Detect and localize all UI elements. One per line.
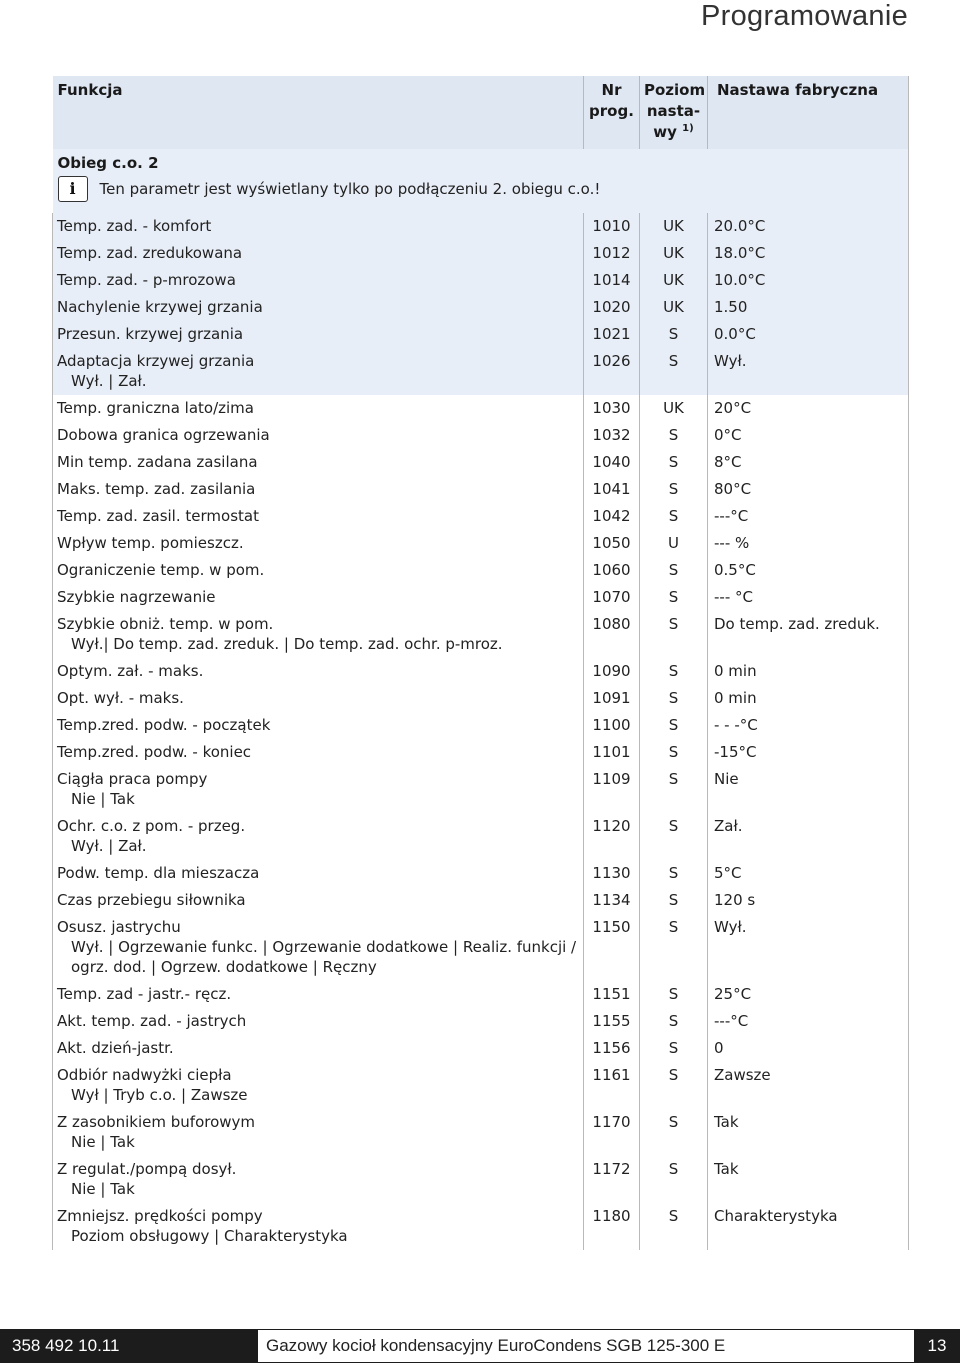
cell-nastawa: 20.0°C <box>708 213 909 240</box>
table-row <box>53 395 909 422</box>
cell-funkcja <box>53 213 584 240</box>
cell-nr-prog: 1134 <box>584 887 640 914</box>
cell-nastawa: 25°C <box>708 981 909 1008</box>
table-row <box>53 348 909 395</box>
function-name: Akt. temp. zad. - jastrych <box>57 1012 247 1030</box>
cell-nastawa: 18.0°C <box>708 240 909 267</box>
function-name: Akt. dzień-jastr. <box>57 1039 174 1057</box>
table-row <box>53 685 909 712</box>
cell-nr-prog: 1021 <box>584 321 640 348</box>
table-row <box>53 914 909 981</box>
function-name: Ciągła praca pompy <box>57 770 208 788</box>
section-note-text: Ten parametr jest wyświetlany tylko po podłączeniu 2. obiegu c.o.! <box>99 180 601 198</box>
cell-nastawa: Do temp. zad. zreduk. <box>708 611 909 658</box>
function-name: Odbiór nadwyżki ciepła <box>57 1066 232 1084</box>
cell-funkcja <box>53 1035 584 1062</box>
cell-poziom: S <box>640 422 708 449</box>
cell-funkcja <box>53 240 584 267</box>
header-nastawa-fabryczna: Nastawa fabryczna <box>708 76 909 149</box>
table-row <box>53 213 909 240</box>
cell-nastawa: 0.5°C <box>708 557 909 584</box>
function-name: Temp. zad - jastr.- ręcz. <box>57 985 232 1003</box>
cell-nastawa: 0 min <box>708 685 909 712</box>
cell-nastawa: --- % <box>708 530 909 557</box>
function-name: Podw. temp. dla mieszacza <box>57 864 260 882</box>
function-name: Maks. temp. zad. zasilania <box>57 480 256 498</box>
cell-poziom: S <box>640 766 708 813</box>
cell-poziom: S <box>640 658 708 685</box>
header-poziom-footnote: 1) <box>682 123 694 134</box>
cell-nr-prog: 1101 <box>584 739 640 766</box>
function-name: Opt. wył. - maks. <box>57 689 184 707</box>
cell-nr-prog: 1180 <box>584 1203 640 1250</box>
cell-poziom: S <box>640 1109 708 1156</box>
table-row <box>53 1203 909 1250</box>
cell-poziom: S <box>640 348 708 395</box>
cell-poziom: S <box>640 1203 708 1250</box>
function-name: Szybkie obniż. temp. w pom. <box>57 615 274 633</box>
cell-nastawa: Wył. <box>708 914 909 981</box>
cell-poziom: U <box>640 530 708 557</box>
cell-nr-prog: 1020 <box>584 294 640 321</box>
table-row <box>53 860 909 887</box>
function-options: Nie | Tak <box>71 1133 135 1151</box>
cell-nastawa: Nie <box>708 766 909 813</box>
table-row <box>53 1109 909 1156</box>
cell-nr-prog: 1170 <box>584 1109 640 1156</box>
cell-poziom: UK <box>640 213 708 240</box>
cell-nr-prog: 1041 <box>584 476 640 503</box>
cell-poziom: S <box>640 584 708 611</box>
footer-product-name: Gazowy kocioł kondensacyjny EuroCondens SGB 125-300 E <box>258 1329 914 1363</box>
parameter-rows <box>53 213 909 1250</box>
cell-nr-prog: 1120 <box>584 813 640 860</box>
cell-nastawa: Wył. <box>708 348 909 395</box>
function-name: Temp. graniczna lato/zima <box>57 399 254 417</box>
cell-nr-prog: 1161 <box>584 1062 640 1109</box>
cell-nr-prog: 1010 <box>584 213 640 240</box>
function-options: Wył. | Zał. <box>71 837 147 855</box>
function-name: Osusz. jastrychu <box>57 918 181 936</box>
cell-poziom: S <box>640 887 708 914</box>
function-name: Temp.zred. podw. - początek <box>57 716 271 734</box>
function-name: Temp. zad. - komfort <box>57 217 212 235</box>
table-row <box>53 267 909 294</box>
function-options: Poziom obsługowy | Charakterystyka <box>71 1227 348 1245</box>
table-row <box>53 1156 909 1203</box>
cell-nastawa: 10.0°C <box>708 267 909 294</box>
cell-nastawa: Charakterystyka <box>708 1203 909 1250</box>
table-row <box>53 611 909 658</box>
cell-poziom: S <box>640 449 708 476</box>
cell-funkcja <box>53 1156 584 1203</box>
page-title: Programowanie <box>701 0 908 32</box>
function-name: Wpływ temp. pomieszcz. <box>57 534 244 552</box>
cell-nastawa: 0°C <box>708 422 909 449</box>
cell-poziom: S <box>640 321 708 348</box>
function-name: Temp. zad. zredukowana <box>57 244 243 262</box>
function-name: Zmniejsz. prędkości pompy <box>57 1207 263 1225</box>
info-icon: i <box>58 176 88 202</box>
footer-doc-number: 358 492 10.11 <box>0 1329 258 1363</box>
cell-funkcja <box>53 611 584 658</box>
cell-poziom: S <box>640 1008 708 1035</box>
cell-nr-prog: 1050 <box>584 530 640 557</box>
function-options: Wył.| Do temp. zad. zreduk. | Do temp. zad. ochr. p-mroz. <box>71 635 503 653</box>
cell-nastawa: 20°C <box>708 395 909 422</box>
cell-poziom: S <box>640 813 708 860</box>
footer-page-number: 13 <box>914 1329 960 1363</box>
cell-poziom: UK <box>640 267 708 294</box>
cell-poziom: S <box>640 557 708 584</box>
cell-nastawa: Tak <box>708 1109 909 1156</box>
table-row <box>53 981 909 1008</box>
cell-funkcja <box>53 294 584 321</box>
cell-nr-prog: 1172 <box>584 1156 640 1203</box>
function-options: Wył. | Ogrzewanie funkc. | Ogrzewanie dodatkowe | Realiz. funkcji / ogrz. dod. | Ogrzew. dodatkowe | Ręczny <box>71 938 577 976</box>
cell-nastawa: 0.0°C <box>708 321 909 348</box>
function-name: Z regulat./pompą dosył. <box>57 1160 237 1178</box>
function-name: Czas przebiegu siłownika <box>57 891 246 909</box>
cell-funkcja <box>53 422 584 449</box>
function-options: Wył | Tryb c.o. | Zawsze <box>71 1086 248 1104</box>
cell-nr-prog: 1130 <box>584 860 640 887</box>
cell-nr-prog: 1100 <box>584 712 640 739</box>
header-poziom-line2: nasta- <box>646 102 701 120</box>
cell-nastawa: - - -°C <box>708 712 909 739</box>
function-options: Nie | Tak <box>71 1180 135 1198</box>
cell-nr-prog: 1012 <box>584 240 640 267</box>
cell-funkcja <box>53 887 584 914</box>
function-name: Ograniczenie temp. w pom. <box>57 561 265 579</box>
cell-nastawa: ---°C <box>708 1008 909 1035</box>
cell-funkcja <box>53 449 584 476</box>
section-row <box>53 149 909 213</box>
cell-nr-prog: 1014 <box>584 267 640 294</box>
cell-nr-prog: 1040 <box>584 449 640 476</box>
cell-funkcja <box>53 981 584 1008</box>
table-row <box>53 294 909 321</box>
cell-funkcja <box>53 685 584 712</box>
table-row <box>53 503 909 530</box>
table-row <box>53 530 909 557</box>
function-name: Temp.zred. podw. - koniec <box>57 743 252 761</box>
table-row <box>53 422 909 449</box>
function-name: Temp. zad. - p-mrozowa <box>57 271 236 289</box>
header-nr-line2: prog. <box>589 102 634 120</box>
cell-nr-prog: 1042 <box>584 503 640 530</box>
cell-nastawa: -15°C <box>708 739 909 766</box>
cell-funkcja <box>53 1203 584 1250</box>
header-poziom-line3: wy <box>653 123 677 141</box>
table-row <box>53 476 909 503</box>
table-row <box>53 321 909 348</box>
table-row <box>53 739 909 766</box>
cell-poziom: S <box>640 914 708 981</box>
cell-nastawa: ---°C <box>708 503 909 530</box>
cell-nr-prog: 1151 <box>584 981 640 1008</box>
cell-nastawa: 5°C <box>708 860 909 887</box>
header-funkcja: Funkcja <box>53 76 584 149</box>
cell-nr-prog: 1155 <box>584 1008 640 1035</box>
cell-nastawa: 120 s <box>708 887 909 914</box>
cell-nastawa: --- °C <box>708 584 909 611</box>
cell-nastawa: 80°C <box>708 476 909 503</box>
cell-poziom: S <box>640 1156 708 1203</box>
table-row <box>53 766 909 813</box>
cell-poziom: UK <box>640 395 708 422</box>
cell-poziom: S <box>640 981 708 1008</box>
cell-nastawa: 1.50 <box>708 294 909 321</box>
cell-funkcja <box>53 530 584 557</box>
function-name: Nachylenie krzywej grzania <box>57 298 263 316</box>
table-row <box>53 584 909 611</box>
page-footer <box>0 1329 960 1363</box>
cell-nr-prog: 1091 <box>584 685 640 712</box>
cell-funkcja <box>53 476 584 503</box>
function-name: Z zasobnikiem buforowym <box>57 1113 256 1131</box>
cell-poziom: S <box>640 739 708 766</box>
function-name: Temp. zad. zasil. termostat <box>57 507 259 525</box>
function-name: Optym. zał. - maks. <box>57 662 204 680</box>
cell-poziom: S <box>640 860 708 887</box>
cell-poziom: S <box>640 712 708 739</box>
section-title: Obieg c.o. 2 <box>57 154 159 172</box>
table-row <box>53 1008 909 1035</box>
cell-funkcja <box>53 860 584 887</box>
cell-nr-prog: 1150 <box>584 914 640 981</box>
cell-funkcja <box>53 658 584 685</box>
section-note <box>58 176 904 202</box>
function-options: Wył. | Zał. <box>71 372 147 390</box>
cell-nr-prog: 1090 <box>584 658 640 685</box>
cell-funkcja <box>53 395 584 422</box>
cell-nastawa: 0 <box>708 1035 909 1062</box>
cell-nastawa: 8°C <box>708 449 909 476</box>
table-row <box>53 557 909 584</box>
section-cell <box>53 149 909 213</box>
cell-poziom: S <box>640 1035 708 1062</box>
cell-funkcja <box>53 1008 584 1035</box>
cell-nr-prog: 1080 <box>584 611 640 658</box>
cell-funkcja <box>53 1109 584 1156</box>
cell-funkcja <box>53 267 584 294</box>
table-row <box>53 240 909 267</box>
header-nr-line1: Nr <box>601 81 622 99</box>
function-options: Nie | Tak <box>71 790 135 808</box>
cell-nr-prog: 1030 <box>584 395 640 422</box>
cell-funkcja <box>53 1062 584 1109</box>
table-row <box>53 1035 909 1062</box>
cell-funkcja <box>53 914 584 981</box>
cell-funkcja <box>53 321 584 348</box>
cell-nr-prog: 1032 <box>584 422 640 449</box>
table-row <box>53 1062 909 1109</box>
function-name: Min temp. zadana zasilana <box>57 453 258 471</box>
header-poziom-nastawy <box>640 76 708 149</box>
cell-funkcja <box>53 584 584 611</box>
cell-funkcja <box>53 813 584 860</box>
cell-poziom: S <box>640 476 708 503</box>
table-header-row <box>53 76 909 149</box>
cell-funkcja <box>53 766 584 813</box>
cell-nastawa: 0 min <box>708 658 909 685</box>
parameter-table <box>52 76 909 1250</box>
cell-nastawa: Zawsze <box>708 1062 909 1109</box>
cell-nastawa: Zał. <box>708 813 909 860</box>
table-row <box>53 813 909 860</box>
cell-poziom: S <box>640 503 708 530</box>
cell-poziom: S <box>640 685 708 712</box>
cell-poziom: S <box>640 611 708 658</box>
cell-nr-prog: 1060 <box>584 557 640 584</box>
cell-funkcja <box>53 503 584 530</box>
function-name: Przesun. krzywej grzania <box>57 325 244 343</box>
header-nr-prog <box>584 76 640 149</box>
table-row <box>53 658 909 685</box>
table-row <box>53 449 909 476</box>
cell-nr-prog: 1156 <box>584 1035 640 1062</box>
function-name: Dobowa granica ogrzewania <box>57 426 270 444</box>
cell-poziom: UK <box>640 294 708 321</box>
cell-funkcja <box>53 557 584 584</box>
function-name: Szybkie nagrzewanie <box>57 588 216 606</box>
cell-poziom: UK <box>640 240 708 267</box>
table-row <box>53 887 909 914</box>
cell-funkcja <box>53 712 584 739</box>
header-poziom-line1: Poziom <box>644 81 706 99</box>
cell-funkcja <box>53 348 584 395</box>
cell-nr-prog: 1070 <box>584 584 640 611</box>
function-name: Adaptacja krzywej grzania <box>57 352 255 370</box>
cell-funkcja <box>53 739 584 766</box>
cell-nr-prog: 1109 <box>584 766 640 813</box>
cell-nr-prog: 1026 <box>584 348 640 395</box>
table-row <box>53 712 909 739</box>
cell-poziom: S <box>640 1062 708 1109</box>
cell-nastawa: Tak <box>708 1156 909 1203</box>
function-name: Ochr. c.o. z pom. - przeg. <box>57 817 246 835</box>
